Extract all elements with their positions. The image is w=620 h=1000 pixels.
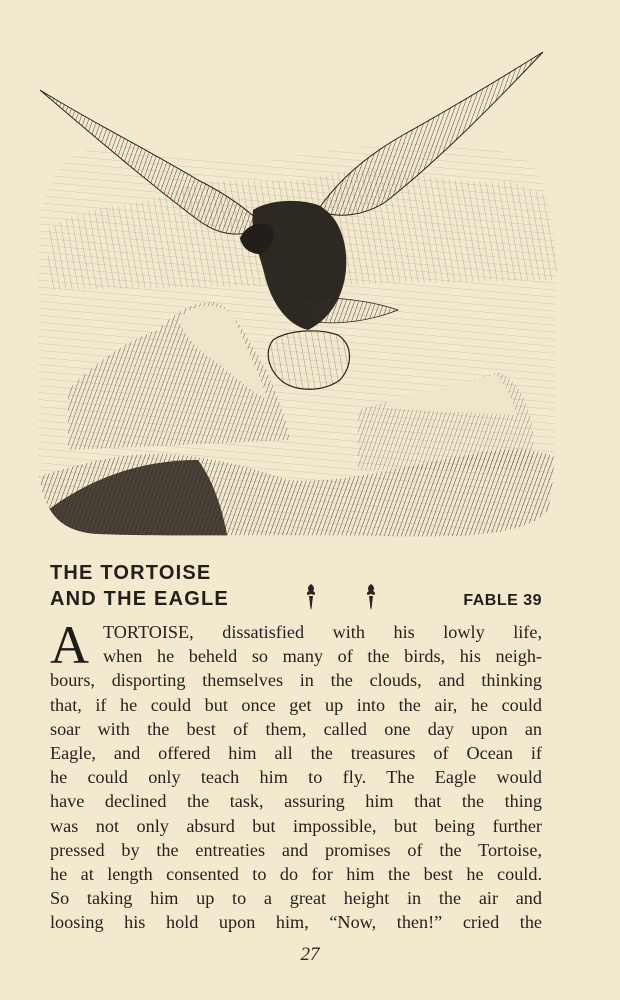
- ornaments: [298, 582, 388, 612]
- fable-text: [50, 615, 542, 934]
- text-line: have declined the task, assuring him that the thing: [50, 791, 542, 812]
- text-line: loosing his hold upon him, “Now, then!” cried the: [50, 912, 542, 933]
- text-line: he at length consented to do for him the best he could.: [50, 863, 542, 884]
- engraving-svg: [28, 40, 560, 540]
- fable-number: FABLE 39: [463, 592, 542, 609]
- fleuron-icon: [304, 582, 318, 612]
- title-line-1: THE TORTOISE: [50, 562, 212, 584]
- tortoise: [268, 331, 349, 389]
- page-number: 27: [300, 944, 320, 965]
- text-line: bours, disporting themselves in the clouds, and thinking: [50, 670, 542, 691]
- text-line: TORTOISE, dissatisfied with his lowly life,: [103, 622, 542, 642]
- fleuron-icon: [364, 582, 378, 612]
- text-line: he could only teach him to fly. The Eagle would: [50, 767, 542, 788]
- drop-cap: A: [50, 615, 89, 675]
- text-line: that, if he could but once get up into the air, he could: [50, 694, 542, 715]
- fable-heading: [50, 560, 550, 616]
- text-line: So taking him up to a great height in the air and: [50, 888, 542, 909]
- text-line: pressed by the entreaties and promises of the Tortoise,: [50, 839, 542, 860]
- text-line: when he beheld so many of the birds, his neigh-: [103, 646, 542, 667]
- text-line: soar with the best of them, called one day upon an: [50, 718, 542, 739]
- text-line: was not only absurd but impossible, but being further: [50, 815, 542, 836]
- text-line: Eagle, and offered him all the treasures of Ocean if: [50, 742, 542, 763]
- eagle-carrying-tortoise-illustration: [28, 40, 560, 540]
- title-line-2: AND THE EAGLE: [50, 588, 229, 610]
